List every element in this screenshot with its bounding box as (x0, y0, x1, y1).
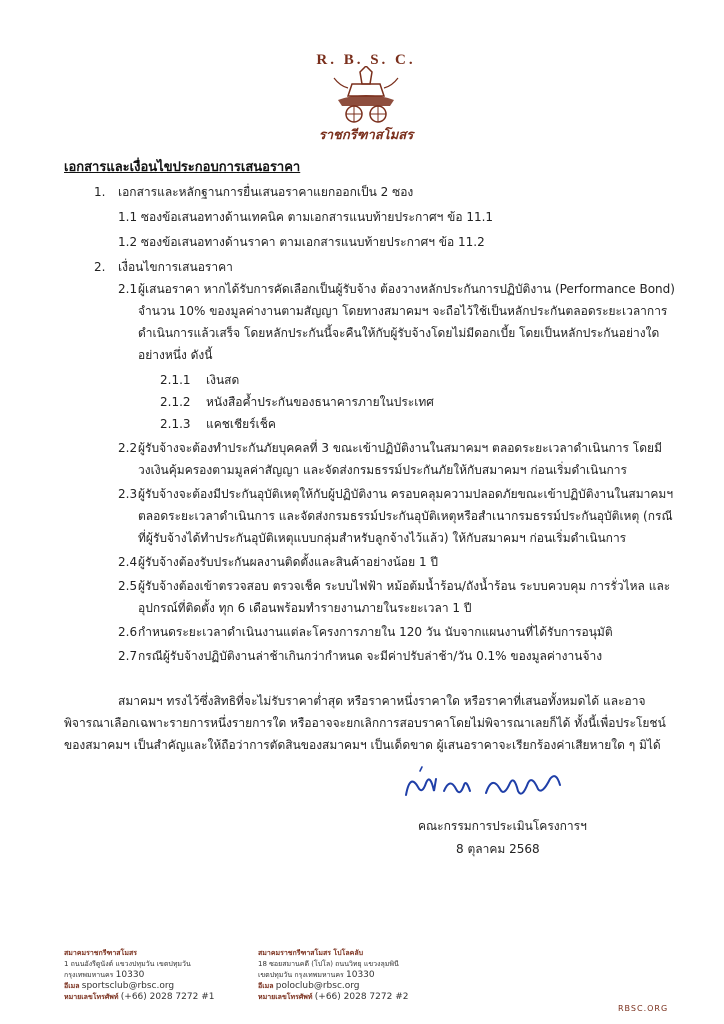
footer-phone-label: หมายเลขโทรศัพท์ (258, 993, 313, 1001)
clause-line: ผู้เสนอราคา หากได้รับการคัดเลือกเป็นผู้รับจ้าง ต้องวางหลักประกันการปฏิบัติงาน (Performance Bond) (138, 282, 675, 296)
clause-number: 2.6 (118, 625, 138, 639)
section-item: 1.2 ซองข้อเสนอทางด้านราคา ตามเอกสารแนบท้ายประกาศฯ ข้อ 11.2 (118, 235, 485, 249)
document-heading: เอกสารและเงื่อนไขประกอบการเสนอราคา (64, 160, 301, 175)
footer-left (64, 948, 214, 1003)
subitem-number: 2.1.3 (160, 417, 191, 431)
signature-date: 8 ตุลาคม 2568 (456, 842, 540, 856)
subitem-text: เงินสด (206, 373, 240, 387)
closing-line: ของสมาคมฯ เป็นสำคัญและให้ถือว่าการตัดสินของสมาคมฯ เป็นเด็ดขาด ผู้เสนอราคาจะเรียกร้องค่าเสียหายใด ๆ มิได้ (64, 738, 661, 752)
clause-line: กรณีผู้รับจ้างปฏิบัติงานล่าช้าเกินกว่ากำหนด จะมีค่าปรับล่าช้า/วัน 0.1% ของมูลค่างานจ้าง (138, 649, 603, 663)
clause-line: ผู้รับจ้างต้องรับประกันผลงานติดตั้งและสินค้าอย่างน้อย 1 ปี (138, 555, 439, 569)
footer-email-row (64, 981, 214, 992)
clause-line: กำหนดระยะเวลาดำเนินงานแต่ละโครงการภายใน 120 วัน นับจากแผนงานที่ได้รับการอนุมัติ (138, 625, 613, 639)
footer-email-label: อีเมล (258, 982, 274, 990)
logo-name: ราชกรีฑาสโมสร (318, 128, 414, 143)
footer-org-name: สมาคมราชกรีฑาสโมสร (64, 949, 137, 957)
subitem-number: 2.1.1 (160, 373, 191, 387)
clause-line: ผู้รับจ้างต้องเข้าตรวจสอบ ตรวจเช็ค ระบบไฟฟ้า หม้อต้มน้ำร้อน/ถังน้ำร้อน ระบบควบคุม การรั่วไหล และ (138, 579, 671, 593)
footer-right (258, 948, 408, 1003)
footer-city: กรุงเทพมหานคร (64, 971, 114, 979)
clause-line: จำนวน 10% ของมูลค่างานตามสัญญา โดยทางสมาคมฯ จะถือไว้ใช้เป็นหลักประกันตลอดระยะเวลาการ (138, 304, 668, 318)
footer-address: 18 ซอยสมานคดี (โปโล) ถนนวิทยุ แขวงลุมพินี (258, 960, 399, 968)
clause-number: 2.1 (118, 282, 138, 296)
clause-line: อุปกรณ์ที่ติดตั้ง ทุก 6 เดือนพร้อมทำรายงานภายในระยะเวลา 1 ปี (138, 601, 472, 615)
clause-line: ที่ผู้รับจ้างได้ทำประกันอุบัติเหตุแบบกลุ่มสำหรับลูกจ้างไว้แล้ว) ให้กับสมาคมฯ ก่อนเริ่มดำเนินการ (138, 531, 627, 545)
footer-email-row (258, 981, 408, 992)
clause-number: 2.3 (118, 487, 138, 501)
footer-postcode: 10330 (115, 970, 145, 980)
footer-org-name: สมาคมราชกรีฑาสโมสร โปโลคลับ (258, 949, 364, 957)
section-title: เอกสารและหลักฐานการยื่นเสนอราคาแยกออกเป็น 2 ซอง (118, 185, 414, 199)
subitem-number: 2.1.2 (160, 395, 191, 409)
section-number: 1. (94, 185, 106, 199)
clause-number: 2.2 (118, 441, 138, 455)
footer-postcode: 10330 (346, 970, 375, 980)
clause-number: 2.5 (118, 579, 138, 593)
footer-email[interactable]: poloclub@rbsc.org (275, 981, 360, 991)
footer-address-line2 (64, 970, 214, 981)
logo-abbreviation: R. B. S. C. (316, 52, 416, 68)
clause-number: 2.4 (118, 555, 138, 569)
clause-line: ดำเนินการแล้วเสร็จ โดยหลักประกันนี้จะคืนให้กับผู้รับจ้างโดยไม่มีดอกเบี้ย โดยเป็นหลักประกันอย่างใด (138, 326, 660, 340)
footer-phone-row (258, 992, 408, 1003)
footer-city: เขตปทุมวัน กรุงเทพมหานคร (258, 971, 344, 979)
footer-phone[interactable]: (+66) 2028 7272 #1 (120, 992, 215, 1002)
footer-website[interactable]: RBSC.ORG (618, 1004, 669, 1013)
footer-phone-row (64, 992, 214, 1003)
chariot-emblem-icon (330, 66, 402, 124)
footer-email-label: อีเมล (64, 982, 80, 990)
handwritten-signature (400, 765, 570, 809)
footer-email[interactable]: sportsclub@rbsc.org (81, 981, 175, 991)
footer-phone-label: หมายเลขโทรศัพท์ (64, 993, 119, 1001)
committee-name: คณะกรรมการประเมินโครงการฯ (418, 819, 587, 833)
subitem-text: หนังสือค้ำประกันของธนาคารภายในประเทศ (206, 395, 434, 409)
subitem-text: แคชเชียร์เช็ค (206, 417, 276, 431)
clause-line: ผู้รับจ้างจะต้องมีประกันอุบัติเหตุให้กับผู้ปฏิบัติงาน ครอบคลุมความปลอดภัยขณะเข้าปฏิบัติงานในสมาคมฯ (138, 487, 674, 501)
footer-phone[interactable]: (+66) 2028 7272 #2 (314, 992, 409, 1002)
clause-line: วงเงินคุ้มครองตามมูลค่าสัญญา และจัดส่งกรมธรรม์ประกันภัยให้กับสมาคมฯ ก่อนเริ่มดำเนินการ (138, 463, 627, 477)
section-title: เงื่อนไขการเสนอราคา (118, 260, 233, 274)
clause-number: 2.7 (118, 649, 138, 663)
section-item: 1.1 ซองข้อเสนอทางด้านเทคนิค ตามเอกสารแนบท้ายประกาศฯ ข้อ 11.1 (118, 210, 494, 224)
footer-address: 1 ถนนอังรีดูนังต์ แขวงปทุมวัน เขตปทุมวัน (64, 960, 191, 968)
clause-line: ตลอดระยะเวลาดำเนินการ และจัดส่งกรมธรรม์ประกันอุบัติเหตุหรือสำเนากรมธรรม์ประกันอุบัติเหตุ (กรณี (138, 509, 673, 523)
closing-line: พิจารณาเลือกเฉพาะรายการหนึ่งรายการใด หรืออาจจะยกเลิกการสอบราคาโดยไม่พิจารณาเลยก็ได้ ทั้งนี้เพื่อประโยชน์ (64, 716, 666, 730)
clause-line: อย่างหนึ่ง ดังนี้ (138, 348, 213, 362)
section-number: 2. (94, 260, 106, 274)
closing-line: สมาคมฯ ทรงไว้ซึ่งสิทธิที่จะไม่รับราคาต่ำสุด หรือราคาหนึ่งราคาใด หรือราคาที่เสนอทั้งหมดได้ และอาจ (118, 694, 646, 708)
footer-address-line2 (258, 970, 408, 981)
clause-line: ผู้รับจ้างจะต้องทำประกันภัยบุคคลที่ 3 ขณะเข้าปฏิบัติงานในสมาคมฯ ตลอดระยะเวลาดำเนินการ โดยมี (138, 441, 662, 455)
rbsc-logo (312, 44, 420, 144)
